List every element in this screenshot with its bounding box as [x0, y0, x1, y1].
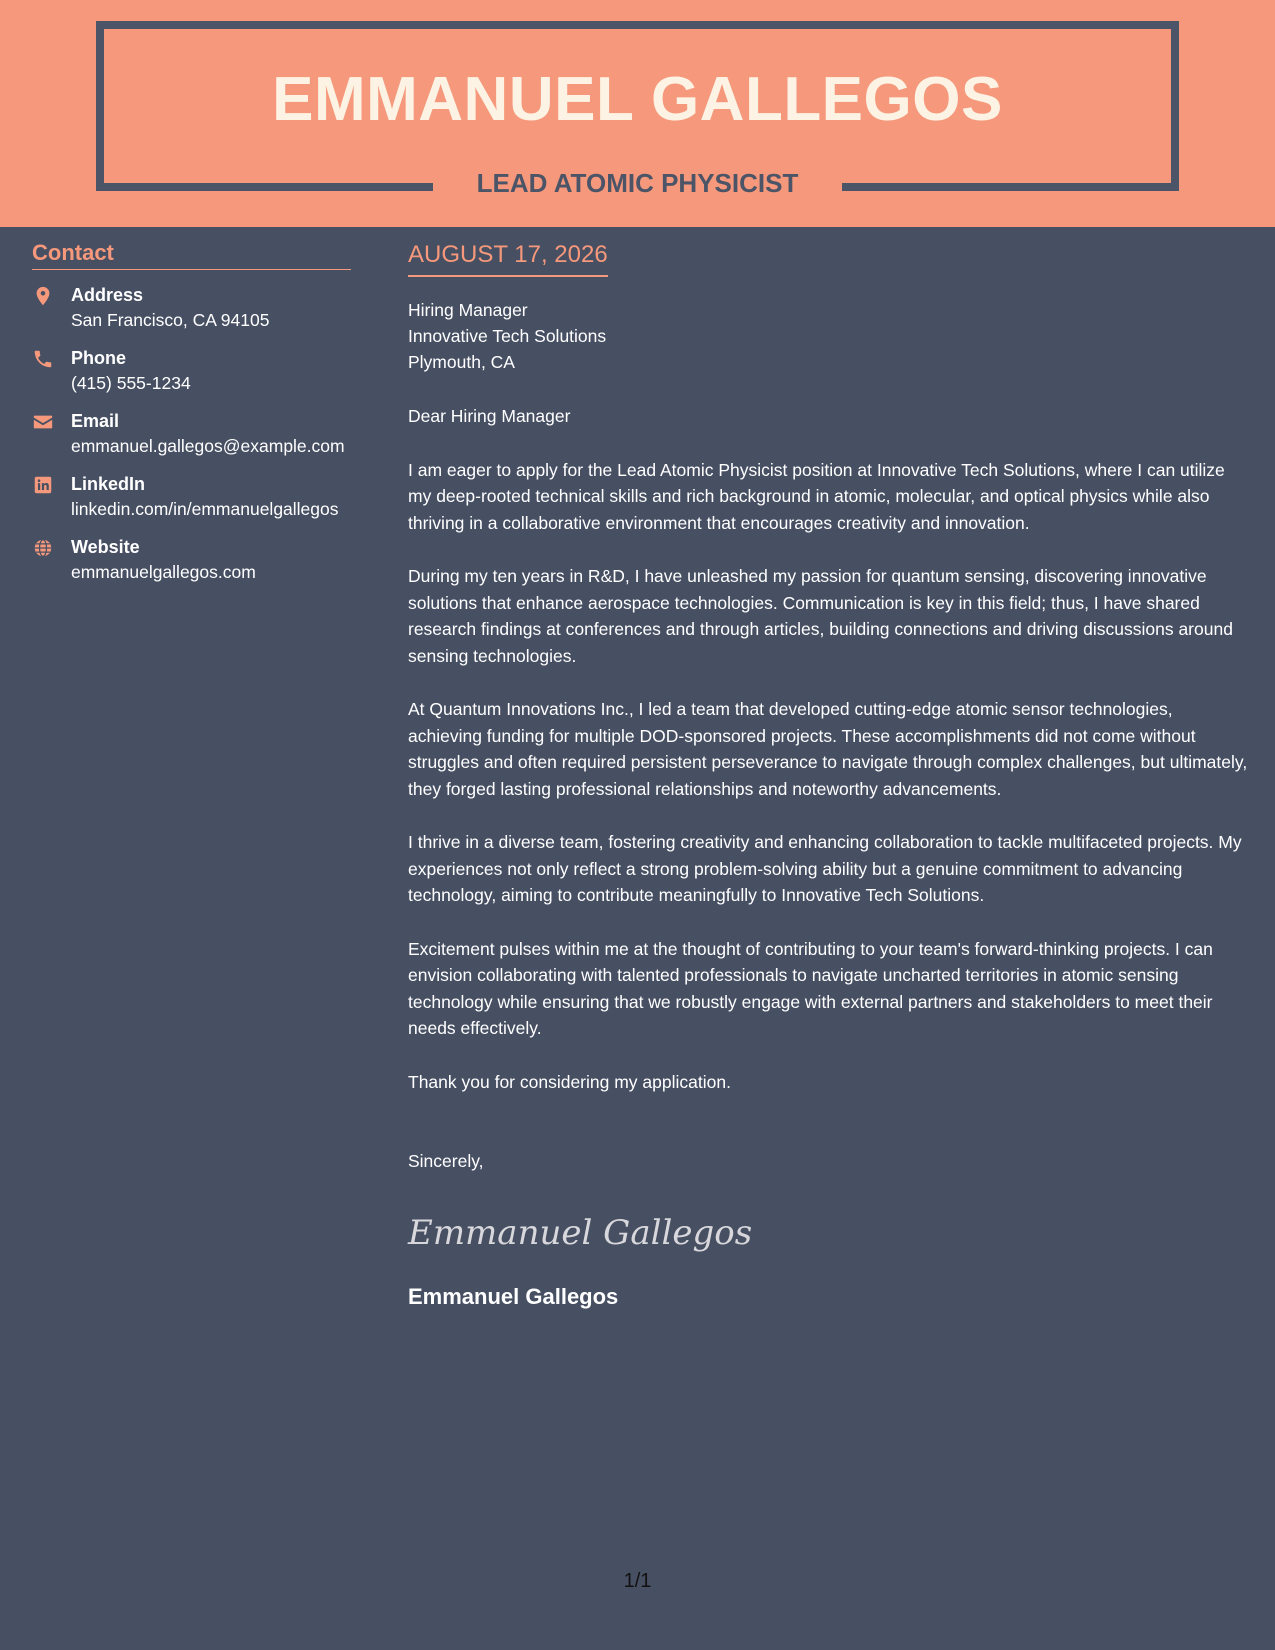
- contact-label-address: Address: [71, 285, 144, 305]
- envelope-icon: [32, 411, 54, 433]
- map-pin-icon: [32, 285, 54, 307]
- contact-item-website: [32, 535, 351, 585]
- page-number: 1/1: [623, 1570, 652, 1592]
- contact-label-email: Email: [71, 411, 120, 431]
- contact-sidebar: [32, 240, 351, 585]
- letter-body: [408, 240, 1250, 1310]
- header-banner: [0, 0, 1275, 227]
- applicant-name: EMMANUEL GALLEGOS: [272, 65, 1003, 134]
- contact-value-linkedin[interactable]: linkedin.com/in/emmanuelgallegos: [71, 499, 339, 519]
- paragraph: Excitement pulses within me at the thought of contributing to your team's forward-thinking projects. I can envision collaborating with talented professionals to navigate uncharted territories in atomic sensing technology while ensuring that we robustly engage with external partners and stakeholders to meet their needs effectively.: [408, 938, 1213, 1038]
- contact-label-website: Website: [71, 537, 140, 557]
- job-title: LEAD ATOMIC PHYSICIST: [433, 160, 842, 206]
- globe-icon: [32, 537, 54, 559]
- contact-value-website[interactable]: emmanuelgallegos.com: [71, 562, 256, 582]
- paragraph: At Quantum Innovations Inc., I led a team that developed cutting-edge atomic sensor technologies, achieving funding for multiple DOD-sponsored projects. These accomplishments did not come without struggles and often required persistent perseverance to navigate through complex challenges, but ultimately, they forged lasting professional relationships and noteworthy advancements.: [408, 699, 1248, 799]
- contact-value-address: San Francisco, CA 94105: [71, 310, 270, 330]
- signer-name: Emmanuel Gallegos: [408, 1283, 619, 1309]
- recipient-location: Plymouth, CA: [408, 352, 515, 372]
- paragraph: I am eager to apply for the Lead Atomic Physicist position at Innovative Tech Solutions, where I can utilize my deep-rooted technical skills and rich background in atomic, molecular, and optical physics while also thriving in a collaborative environment that encourages creativity and innovation.: [408, 459, 1225, 533]
- recipient-name: Hiring Manager: [408, 300, 528, 320]
- recipient-block: [408, 297, 1250, 375]
- contact-heading: Contact: [32, 240, 351, 270]
- recipient-company: Innovative Tech Solutions: [408, 326, 607, 346]
- contact-item-email: [32, 409, 351, 459]
- contact-item-linkedin: [32, 472, 351, 522]
- contact-value-email[interactable]: emmanuel.gallegos@example.com: [71, 436, 345, 456]
- salutation: Dear Hiring Manager: [408, 406, 571, 426]
- closing: Sincerely,: [408, 1151, 484, 1171]
- signature-text: Emmanuel Gallegos: [408, 1212, 753, 1253]
- contact-label-phone: Phone: [71, 348, 127, 368]
- paragraph: Thank you for considering my application.: [408, 1071, 731, 1092]
- paragraph: During my ten years in R&D, I have unleashed my passion for quantum sensing, discovering innovative solutions that enhance aerospace technologies. Communication is key in this field; thus, I have shared research findings at conferences and through articles, building connections and driving discussions around sensing technologies.: [408, 566, 1233, 666]
- handwritten-signature: [408, 1206, 1250, 1256]
- paragraph: I thrive in a diverse team, fostering creativity and enhancing collaboration to tackle multifaceted projects. My experiences not only reflect a strong problem-solving ability but a genuine commitment to advancing technology, aiming to contribute meaningfully to Innovative Tech Solutions.: [408, 832, 1242, 905]
- contact-item-phone: [32, 346, 351, 396]
- phone-icon: [32, 348, 54, 370]
- contact-item-address: [32, 283, 351, 333]
- contact-label-linkedin: LinkedIn: [71, 474, 146, 494]
- linkedin-icon: [32, 474, 54, 496]
- contact-value-phone: (415) 555-1234: [71, 373, 191, 393]
- letter-date: AUGUST 17, 2026: [408, 240, 608, 277]
